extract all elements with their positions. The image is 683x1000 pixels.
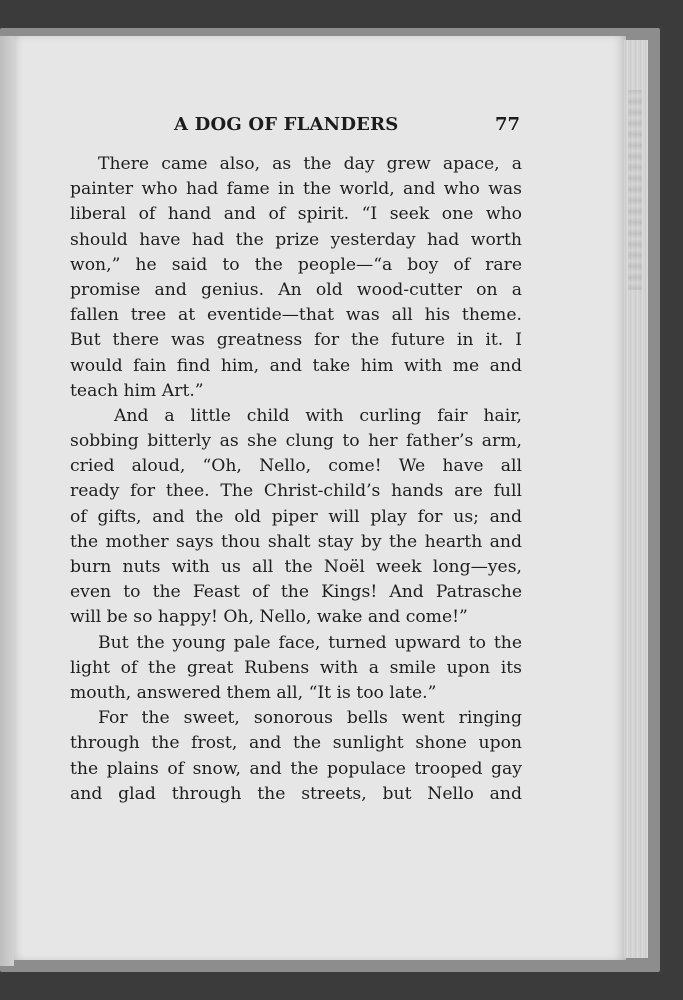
text-line: through the frost, and the sunlight shone upon	[70, 733, 522, 754]
text-line: burn nuts with us all the Noël week long—yes,	[70, 557, 522, 577]
text-line: would fain find him, and take him with me and	[70, 355, 522, 376]
text-line: And a little child with curling fair hair,	[114, 405, 522, 426]
margin-pencil-marks	[628, 90, 642, 290]
page-number: 77	[494, 114, 520, 135]
text-line: fallen tree at eventide—that was all his theme.	[70, 305, 522, 326]
text-line: teach him Art.”	[70, 380, 204, 401]
text-line: But the young pale face, turned upward to the	[98, 632, 522, 653]
text-line: ready for thee. The Christ-child’s hands are full	[70, 481, 522, 502]
text-line: even to the Feast of the Kings! And Patrasche	[70, 582, 522, 603]
text-line: mouth, answered them all, “It is too late.”	[70, 682, 437, 703]
body-text	[70, 152, 522, 807]
text-line: the mother says thou shalt stay by the hearth and	[70, 531, 522, 552]
text-line: won,” he said to the people—“a boy of rare	[70, 254, 522, 275]
text-line: painter who had fame in the world, and who was	[70, 179, 522, 200]
text-line: the plains of snow, and the populace trooped gay	[70, 758, 522, 779]
running-title: A DOG OF FLANDERS	[174, 114, 399, 135]
text-line: light of the great Rubens with a smile upon its	[70, 657, 522, 678]
text-line: promise and genius. An old wood-cutter on a	[70, 279, 522, 300]
page-header	[80, 114, 520, 144]
text-line: and glad through the streets, but Nello and	[70, 783, 522, 804]
text-line: There came also, as the day grew apace, a	[98, 154, 522, 174]
text-line: of gifts, and the old piper will play for us; and	[70, 506, 522, 527]
text-line: should have had the prize yesterday had worth	[70, 229, 522, 250]
text-line: But there was greatness for the future in it. I	[70, 330, 522, 351]
book-gutter-edge	[0, 36, 14, 966]
text-line: sobbing bitterly as she clung to her father’s arm,	[70, 431, 522, 452]
text-line: will be so happy! Oh, Nello, wake and come!”	[70, 607, 468, 628]
text-line: cried aloud, “Oh, Nello, come! We have all	[70, 456, 522, 477]
text-line: For the sweet, sonorous bells went ringing	[98, 708, 522, 729]
text-line: liberal of hand and of spirit. “I seek one who	[70, 204, 522, 225]
